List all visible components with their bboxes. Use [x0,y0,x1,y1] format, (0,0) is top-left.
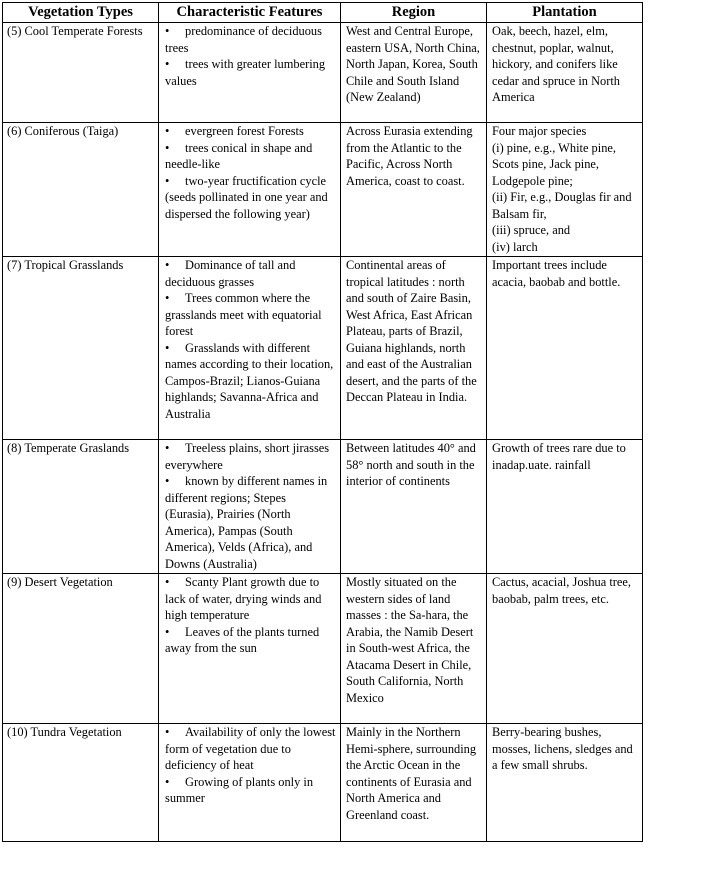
vegetation-type-cell: (10) Tundra Vegetation [3,724,159,842]
feature-bullet: • trees conical in shape and needle-like [165,140,313,171]
feature-bullet: • trees with greater lumbering values [165,57,326,88]
table-row [3,574,643,724]
features-cell [159,123,341,257]
feature-bullet: • Availability of only the lowest form of vegetation due to deficiency of heat [165,725,336,772]
region-cell: Continental areas of tropical latitudes : north and south of Zaire Basin, West Africa, East African Plateau, parts of Brazil, Guiana highlands, north and east of the Australian desert, and the parts of the Deccan Plateau in India. [341,257,487,440]
feature-bullet: • Treeless plains, short jirasses everywhere [165,441,330,472]
plantation-cell: Berry-bearing bushes, mosses, lichens, sledges and a few small shrubs. [487,724,643,842]
feature-bullet: • Trees common where the grasslands meet with equatorial forest [165,291,322,338]
feature-bullet: • evergreen forest Forests [165,124,304,138]
region-cell: West and Central Europe, eastern USA, North China, North Japan, Korea, South Chile and South Island (New Zealand) [341,23,487,123]
header-plantation: Plantation [487,3,643,23]
vegetation-type-cell: (5) Cool Temperate Forests [3,23,159,123]
vegetation-type-cell: (9) Desert Vegetation [3,574,159,724]
header-vegetation-types: Vegetation Types [3,3,159,23]
feature-bullet: • predominance of deciduous trees [165,24,322,55]
region-cell: Across Eurasia extending from the Atlantic to the Pacific, Across North America, coast to coast. [341,123,487,257]
feature-bullet: • Scanty Plant growth due to lack of water, drying winds and high temperature [165,575,322,622]
feature-bullet: • Leaves of the plants turned away from the sun [165,624,320,655]
plantation-cell: Important trees include acacia, baobab and bottle. [487,257,643,440]
region-cell: Mainly in the Northern Hemi-sphere, surrounding the Arctic Ocean in the continents of Eurasia and North America and Greenland coast. [341,724,487,842]
plantation-cell: Oak, beech, hazel, elm, chestnut, poplar, walnut, hickory, and conifers like cedar and spruce in North America [487,23,643,123]
plantation-cell: Four major species (i) pine, e.g., White pine, Scots pine, Jack pine, Lodgepole pine; (ii) Fir, e.g., Douglas fir and Balsam fir, (iii) spruce, and (iv) larch [487,123,643,257]
vegetation-table [2,2,643,842]
feature-bullet: • known by different names in different regions; Stepes (Eurasia), Prairies (North America), Pampas (South America), Velds (Africa), and Downs (Australia) [165,474,328,571]
plantation-cell: Cactus, acacial, Joshua tree, baobab, palm trees, etc. [487,574,643,724]
features-cell [159,574,341,724]
table-row [3,123,643,257]
features-cell [159,23,341,123]
table-header-row [3,3,643,23]
feature-bullet: • two-year fructification cycle (seeds pollinated in one year and dispersed the following year) [165,173,328,221]
region-cell: Between latitudes 40° and 58° north and south in the interior of continents [341,440,487,574]
features-cell [159,440,341,574]
table-row [3,257,643,440]
feature-bullet: • Dominance of tall and deciduous grasses [165,258,296,289]
vegetation-type-cell: (7) Tropical Grasslands [3,257,159,440]
vegetation-type-cell: (8) Temperate Graslands [3,440,159,574]
features-cell [159,257,341,440]
vegetation-type-cell: (6) Coniferous (Taiga) [3,123,159,257]
feature-bullet: • Growing of plants only in summer [165,774,314,805]
table-row [3,724,643,842]
header-region: Region [341,3,487,23]
feature-bullet: • Grasslands with different names according to their location, Campos-Brazil; Lianos-Guiana highlands; Savanna-Africa and Australia [165,340,334,421]
features-cell [159,724,341,842]
region-cell: Mostly situated on the western sides of land masses : the Sa-hara, the Arabia, the Namib Desert in South-west Africa, the Atacama Desert in Chile, South California, North Mexico [341,574,487,724]
table-row [3,23,643,123]
table-row [3,440,643,574]
header-characteristic-features: Characteristic Features [159,3,341,23]
plantation-cell: Growth of trees rare due to inadap.uate. rainfall [487,440,643,574]
